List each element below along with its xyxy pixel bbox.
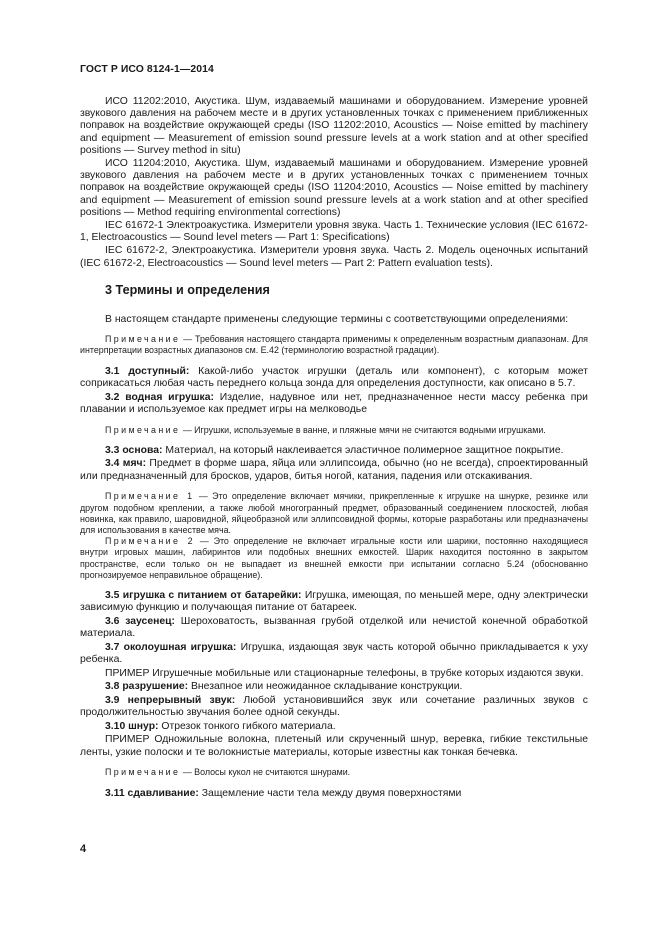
term-label: 3.3 основа:: [105, 444, 163, 456]
note-age-ranges: [80, 334, 588, 356]
term-definition: Предмет в форме шара, яйца или эллипсоида, обычно (но не всегда), спроектированный или предназначенный для бросков, ударов, битья ногой, катания, падения или отскакивания.: [80, 458, 589, 482]
term-3-3: [80, 445, 588, 458]
reference-iso-11202: ИСО 11202:2010, Акустика. Шум, издаваемый машинами и оборудованием. Измерение уровней звукового давления на рабочем месте и в других установленных точках с применением приближенных поправок на воздействие окружающей среды (ISO 11202:2010, Acoustics — Noise emitted by machinery and equipment — Measurement of emission sound pressure levels at a work station and at other specified positions — Survey method in situ): [80, 96, 588, 156]
term-3-8: [80, 681, 588, 694]
term-definition: Отрезок тонкого гибкого материала.: [158, 720, 336, 732]
term-3-11: [80, 788, 588, 801]
term-label: 3.2 водная игрушка:: [105, 391, 214, 403]
term-3-1: [80, 366, 588, 391]
term-3-10: [80, 721, 588, 734]
example-3-10: ПРИМЕР Одножильные волокна, плетеный или скрученный шнур, веревка, гибкие текстильные ленты, узкие полоски и те волокнистые материалы, которые известны как тонкая бечевка.: [80, 734, 588, 758]
note-3-4-1: [80, 491, 588, 536]
note-3-2: [80, 425, 588, 436]
term-3-4: [80, 458, 588, 483]
term-label: 3.7 околоушная игрушка:: [105, 641, 237, 653]
note-text: — Это определение включает мячики, прикрепленные к игрушке на шнурке, резинке или другом подобном креплении, а также любой многогранный предмет, образованный соединением плоскостей, любая новинка, как правило, шаровидной, яйцеобразной или эллипсовидной формы, которые разработаны или предназначены для использования в качестве мяча.: [80, 491, 588, 535]
term-label: 3.8 разрушение:: [105, 681, 189, 693]
note-text: — Игрушки, используемые в ванне, и пляжные мячи не считаются водными игрушками.: [180, 424, 546, 435]
term-label: 3.9 непрерывный звук:: [105, 694, 236, 706]
term-definition: Игрушка, издающая звук часть которой обычно прикладывается к уху ребенка.: [80, 641, 588, 666]
section-title: 3 Термины и определения: [105, 282, 270, 297]
note-label: Примечание: [105, 767, 181, 778]
term-3-7: [80, 642, 588, 667]
term-definition: Любой установившийся звук или сочетание различных звуков с продолжительностью звучания более одной секунды.: [80, 694, 588, 719]
page-number: 4: [80, 843, 87, 855]
example-3-7: ПРИМЕР Игрушечные мобильные или стационарные телефоны, в трубке которых издаются звуки.: [105, 667, 584, 679]
term-label: 3.5 игрушка с питанием от батарейки:: [105, 589, 302, 601]
note-label: Примечание 1: [105, 491, 195, 502]
term-3-9: [80, 695, 588, 720]
reference-iec-61672-2: IEC 61672-2, Электроакустика. Измерители уровня звука. Часть 2. Модель оценочных испытаний (IEC 61672-2, Electroacoustics — Sound level meters — Part 2: Pattern evaluation tests).: [80, 245, 588, 269]
note-3-10: [80, 767, 588, 778]
reference-iso-11204: ИСО 11204:2010, Акустика. Шум, издаваемый машинами и оборудованием. Измерение уровней звукового давления на рабочем месте и в других установленных точках с применением точных поправок на воздействие окружающей среды (ISO 11204:2010, Acoustics — Noise emitted by machinery and equipment — Measurement of emission sound pressure levels at a work station and at other specified positions — Method requiring environmental corrections): [80, 158, 588, 218]
term-definition: Защемление части тела между двумя поверхностями: [198, 787, 462, 799]
reference-iec-61672-1: IEC 61672-1 Электроакустика. Измерители уровня звука. Часть 1. Технические условия (IEC 61672-1, Electroacoustics — Sound level meters — Part 1: Specifications): [80, 220, 588, 244]
term-3-2: [80, 392, 588, 417]
note-label: Примечание: [105, 334, 181, 345]
term-label: 3.6 заусенец:: [105, 615, 176, 627]
term-definition: Внезапное или неожиданное складывание конструкции.: [188, 681, 463, 693]
term-definition: Изделие, надувное или нет, предназначенное нести массу ребенка при плавании и используемое как предмет игры на мелководье: [80, 391, 588, 416]
term-label: 3.10 шнур:: [105, 720, 159, 732]
note-text: — Волосы кукол не считаются шнурами.: [180, 767, 351, 778]
note-text: — Требования настоящего стандарта применимы к определенным возрастным диапазонам. Для интерпретации возрастных диапазонов см. Е.42 (терминологию возрастной градации).: [80, 334, 588, 356]
term-label: 3.4 мяч:: [105, 458, 147, 470]
term-definition: Игрушка, имеющая, по меньшей мере, одну электрически зависимую функцию и получающая питание от батареек.: [80, 589, 588, 614]
term-definition: Какой-либо участок игрушки (деталь или компонент), с которым может соприкасаться любая часть переднего кольца зонда для определения доступности, как описано в 5.7.: [80, 365, 588, 390]
term-definition: Материал, на который наклеивается эластичное полимерное защитное покрытие.: [162, 444, 564, 456]
note-3-4-2: [80, 536, 588, 581]
term-3-6: [80, 616, 588, 641]
document-header: ГОСТ Р ИСО 8124-1—2014: [80, 64, 214, 75]
term-label: 3.11 сдавливание:: [105, 787, 199, 799]
term-label: 3.1 доступный:: [105, 365, 190, 377]
document-body: [80, 96, 588, 800]
note-text: — Это определение не включает игральные кости или шарики, постоянно находящиеся внутри игровых машин, лабиринтов или подобных внешних емкостей. Шарик находится постоянно в закрытом пространстве, если только он не выпадает из внешней емкости при испытании согласно 5.24 (обоснованно прогнозируемое неправильное обращение).: [80, 536, 588, 580]
term-definition: Шероховатость, вызванная грубой отделкой или нечистой конечной обработкой материала.: [80, 615, 588, 640]
section-intro: В настоящем стандарте применены следующие термины с соответствующими определениями:: [105, 313, 569, 325]
term-3-5: [80, 590, 588, 615]
note-label: Примечание: [105, 424, 181, 435]
note-label: Примечание 2: [105, 536, 195, 547]
